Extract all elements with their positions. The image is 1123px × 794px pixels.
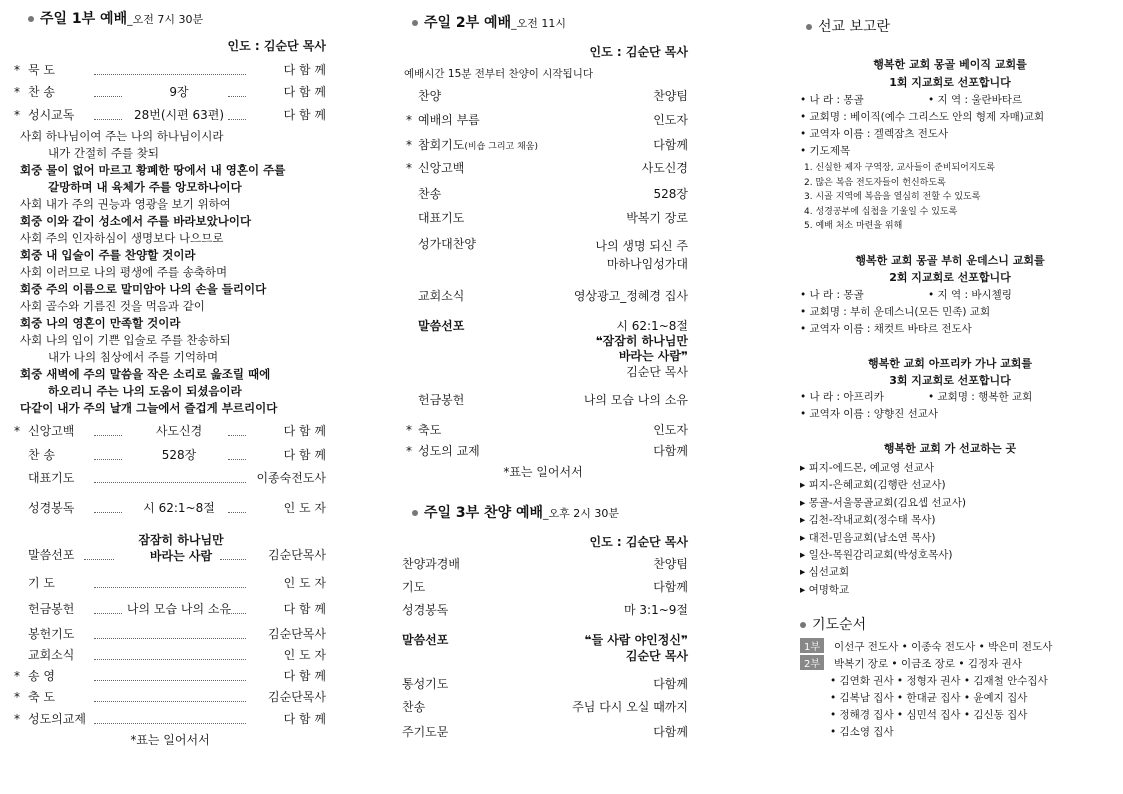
order-label: 기도 [402,580,426,594]
list-item: 5. 예배 처소 마련을 위해 [804,221,903,231]
list-item: • 정해경 집사 • 심민석 집사 • 김신동 집사 [830,709,1028,721]
order-row [14,470,326,486]
order-label: 신앙고백 [28,424,75,438]
order-label: 교회소식 [28,648,75,662]
order-label: 예배의 부름 [418,113,480,127]
order-detail: 28번(시편 63편) [133,108,225,122]
benediction-row: * 축도 인도자 [406,423,688,437]
responsive-reading-line: 내가 간절히 주를 찾되 [48,146,159,160]
order-label: 찬송 [402,700,426,714]
order-row [398,186,688,202]
order-person: 다함께 [653,580,688,594]
order-row [398,724,688,740]
list-item: • 교역자 이름 : 양향진 선교사 [800,408,938,420]
stand-marker: * [406,113,412,127]
order-row [14,689,326,705]
responsive-reading-line: 갈망하며 내 육체가 주를 앙모하나이다 [48,180,242,194]
order-person: 인도자 [653,113,688,127]
responsive-reading-line: 회중 이와 같이 성소에서 주를 바라보았나이다 [20,214,252,228]
order-person: 다 함 께 [283,602,326,616]
order-person: 다함께 [653,677,688,691]
order-detail: 나의 모습 나의 소유 [126,602,232,616]
order-person: 인 도 자 [283,576,326,590]
prayer-service-1: 1부 이선구 전도사 • 이종숙 전도사 • 박은미 전도사 [800,638,1052,654]
stand-marker: * [406,161,412,175]
mission-title: 선교 보고란 [806,16,890,36]
list-item: • 김소영 집사 [830,726,894,738]
prayer-service-2: 2부 박복기 장로 • 이금조 장로 • 김정자 권사 [800,655,1022,671]
order-label: 찬 송 [28,448,55,462]
order-row [398,579,688,595]
responsive-reading-line: 사회 주의 인자하심이 생명보다 나으므로 [20,231,224,245]
stand-marker: * [406,138,412,152]
order-label: 성시교독 [28,108,75,122]
order-person: 찬양팀 [653,89,688,103]
order-row [398,556,688,572]
stand-marker: * [14,712,20,726]
list-item: 2. 많은 복음 전도자들이 헌신하도록 [804,177,946,188]
news-row: 교회소식 영상광고_정혜경 집사 [418,289,688,303]
order-label: 대표기도 [418,211,465,225]
mission-2-heading: 행복한 교회 몽골 부히 운데스니 교회를 [855,254,1045,267]
order-row [14,711,326,727]
choir-row: 성가대찬양 나의 생명 되신 주 마하나임성가대 [418,237,688,271]
order-label: 통성기도 [402,677,449,691]
order-detail: 사도신경 [155,424,203,438]
sermon-preacher: 김순단목사 [268,548,326,562]
order-row [14,575,326,591]
sermon-title-2: 바라는 사람 [149,549,213,563]
order-person: 다함께 [653,138,688,152]
order-row [398,137,688,153]
order-label: 찬양 [418,89,442,103]
order-row [398,160,688,176]
mission-3-subheading: 3회 지교회로 선포합니다 [889,374,1011,387]
responsive-reading-line: 사회 이러므로 나의 평생에 주를 송축하며 [20,265,228,279]
order-detail: 528장 [161,448,197,462]
bullet-icon [28,16,34,22]
list-item: ▸ 피지-에드몬, 예교영 선교사 [800,462,934,474]
responsive-reading-line: 회중 나의 영혼이 만족할 것이라 [20,316,181,330]
service-2-title: 주일 2부 예배_오전 11시 [412,12,566,32]
order-row [14,107,326,123]
service-2-intro: 예배시간 15분 전부터 찬양이 시작됩니다 [404,68,593,80]
stand-note: *표는 일어서서 [130,733,210,747]
mission-2-subheading: 2회 지교회로 선포합니다 [889,271,1011,284]
order-row [14,647,326,663]
order-person: 다함께 [653,725,688,739]
order-row [398,699,688,715]
mission-places-heading: 행복한 교회 가 선교하는 곳 [883,442,1017,455]
list-item: • 교회명 : 부히 운데스니(모든 민족) 교회 [800,306,991,318]
order-person: 사도신경 [641,161,688,175]
order-person: 주님 다시 오실 때까지 [572,700,688,714]
responsive-reading-line: 하오리니 주는 나의 도움이 되셨음이라 [48,384,242,398]
stand-marker: * [14,108,20,122]
order-row [14,601,326,617]
order-person: 이종숙전도사 [256,471,326,485]
order-label: 참회기도(비숍 그리고 채움) [418,138,538,152]
sermon-label: 말씀선포 [28,548,75,562]
service-2-leader: 인도 : 김순단 목사 [589,45,688,59]
bullet-icon [806,24,812,30]
list-item: 3. 시골 지역에 복음을 열심히 전할 수 있도록 [804,192,981,202]
service-2-note: *표는 일어서서 [503,465,583,479]
responsive-reading-line: 사회 하나님이여 주는 나의 하나님이시라 [20,129,224,143]
bullet-icon [800,622,806,628]
order-row [14,84,326,100]
responsive-reading-line: 사회 내가 주의 권능과 영광을 보기 위하여 [20,197,231,211]
list-item: • 교회명 : 베이직(예수 그리스도 안의 형제 자매)교회 [800,111,1045,123]
list-item: • 교역자 이름 : 겔렉잠츠 전도사 [800,128,949,140]
list-item: • 김복남 집사 • 한대균 집사 • 윤예지 집사 [830,692,1028,704]
order-label: 기 도 [28,576,55,590]
order-label: 찬 송 [28,85,55,99]
order-label: 묵 도 [28,63,55,77]
order-label: 송 영 [28,669,55,683]
order-person: 다 함 께 [283,669,326,683]
order-detail: 9장 [169,85,189,99]
sermon-title-1: 잠잠히 하나님만 [138,533,224,547]
order-label: 성경봉독 [402,603,449,617]
order-person: 다 함 께 [283,85,326,99]
order-row [14,626,326,642]
offering-row: 헌금봉헌 나의 모습 나의 소유 [418,393,688,407]
mission-3-heading: 행복한 교회 아프리카 가나 교회를 [867,357,1033,370]
service-3-title: 주일 3부 찬양 예배_오후 2시 30분 [412,502,619,522]
order-label: 성도의교제 [28,712,86,726]
order-row [14,62,326,78]
order-person: 마 3:1~9절 [623,603,688,617]
service-1-sermon-row [14,533,326,570]
order-row [14,423,326,439]
order-person: 인 도 자 [283,501,326,515]
stand-marker: * [14,424,20,438]
mission-2-region: • 지 역 : 바시첼링 [928,289,1012,301]
list-item: • 나 라 : 아프리카 [800,391,884,403]
order-label: 축 도 [28,690,55,704]
service-3-leader: 인도 : 김순단 목사 [589,535,688,549]
order-label: 찬송 [418,187,442,201]
stand-marker: * [14,690,20,704]
order-label: 주기도문 [402,725,449,739]
order-label: 대표기도 [28,471,75,485]
order-row [398,210,688,226]
list-item: ▸ 몽골-서울몽골교회(김요셉 선교사) [800,496,966,509]
prayer-order-title: 기도순서 [800,614,866,634]
service-3-sermon: 말씀선포 ❝들 사람 야인정신❞ 김순단 목사 [402,633,688,663]
responsive-reading-line: 회중 물이 없어 마르고 황폐한 땅에서 내 영혼이 주를 [20,163,286,177]
responsive-reading-line: 내가 나의 침상에서 주를 기억하며 [48,350,219,364]
order-person: 다 함 께 [283,63,326,77]
responsive-reading-line: 회중 새벽에 주의 말씀을 작은 소리로 읊조릴 때에 [20,367,271,381]
service-1-title: 주일 1부 예배_오전 7시 30분 [28,8,203,28]
responsive-reading-line: 회중 주의 이름으로 말미암아 나의 손을 들리이다 [20,282,267,296]
order-person: 박복기 장로 [626,211,688,225]
order-label: 성경봉독 [28,501,75,515]
list-item: ▸ 대전-믿음교회(남소연 목사) [800,531,936,544]
order-person: 다 함 께 [283,448,326,462]
order-row [398,602,688,618]
service-1-tag: 1부 [800,638,824,653]
order-person: 인 도 자 [283,648,326,662]
fellowship-row: * 성도의 교제 다함께 [406,444,688,458]
responsive-reading-line: 다같이 내가 주의 날개 그늘에서 즐겁게 부르리이다 [20,401,278,415]
list-item: ▸ 심선교회 [800,566,850,579]
bullet-icon [412,20,418,26]
order-detail: 시 62:1~8절 [143,501,215,515]
service-1-leader: 인도 : 김순단 목사 [227,39,326,53]
order-label: 봉헌기도 [28,627,75,641]
stand-marker: * [14,63,20,77]
mission-1-region: • 지 역 : 울란바타르 [928,94,1023,106]
list-item: • 기도제목 [800,145,851,157]
order-label: 헌금봉헌 [28,602,75,616]
list-item: • 나 라 : 몽골 [800,289,864,301]
order-label: 찬양과경배 [402,557,460,571]
list-item: • 나 라 : 몽골 [800,94,864,106]
responsive-reading-line: 회중 내 입술이 주를 찬양할 것이라 [20,248,196,262]
order-person: 다 함 께 [283,424,326,438]
order-person: 김순단목사 [268,690,326,704]
service-2-tag: 2부 [800,655,824,670]
service-2-sermon: 말씀선포 시 62:1~8절 ❝잠잠히 하나님만 바라는 사람❞ 김순단 목사 [418,319,688,379]
list-item: 4. 성경공부에 십첩을 기울일 수 있도록 [804,206,958,217]
list-item: ▸ 여명학교 [800,583,850,596]
list-item: • 교역자 이름 : 채컷트 바타르 전도사 [800,323,972,335]
order-row [398,676,688,692]
order-row [398,88,688,104]
order-label: 신앙고백 [418,161,465,175]
list-item: ▸ 피지-은혜교회(김행란 선교사) [800,479,946,492]
stand-marker: * [14,669,20,683]
order-person: 다 함 께 [283,712,326,726]
order-row [14,500,326,516]
order-row [14,447,326,463]
order-person: 528장 [653,187,688,201]
order-row [14,668,326,684]
mission-1-heading: 행복한 교회 몽골 베이직 교회를 [873,58,1027,71]
list-item: ▸ 일산-목원감리교회(박성호목사) [800,549,953,561]
list-item: • 김연화 권사 • 정형자 권사 • 김재철 안수집사 [830,675,1048,687]
stand-marker: * [14,85,20,99]
bullet-icon [412,510,418,516]
order-row [398,112,688,128]
order-person: 김순단목사 [268,627,326,641]
order-person: 다 함 께 [283,108,326,122]
order-person: 찬양팀 [653,557,688,571]
list-item: 1. 신실한 제자 구역장, 교사들이 준비되어지도록 [804,163,995,173]
list-item: ▸ 김천-작내교회(정수태 목사) [800,514,936,527]
mission-3-church: • 교회명 : 행복한 교회 [928,391,1033,403]
responsive-reading-line: 사회 골수와 기름진 것을 먹음과 같이 [20,299,205,313]
mission-1-subheading: 1회 지교회로 선포합니다 [889,76,1011,89]
responsive-reading-line: 사회 나의 입이 기쁜 입술로 주를 찬송하되 [20,333,231,347]
